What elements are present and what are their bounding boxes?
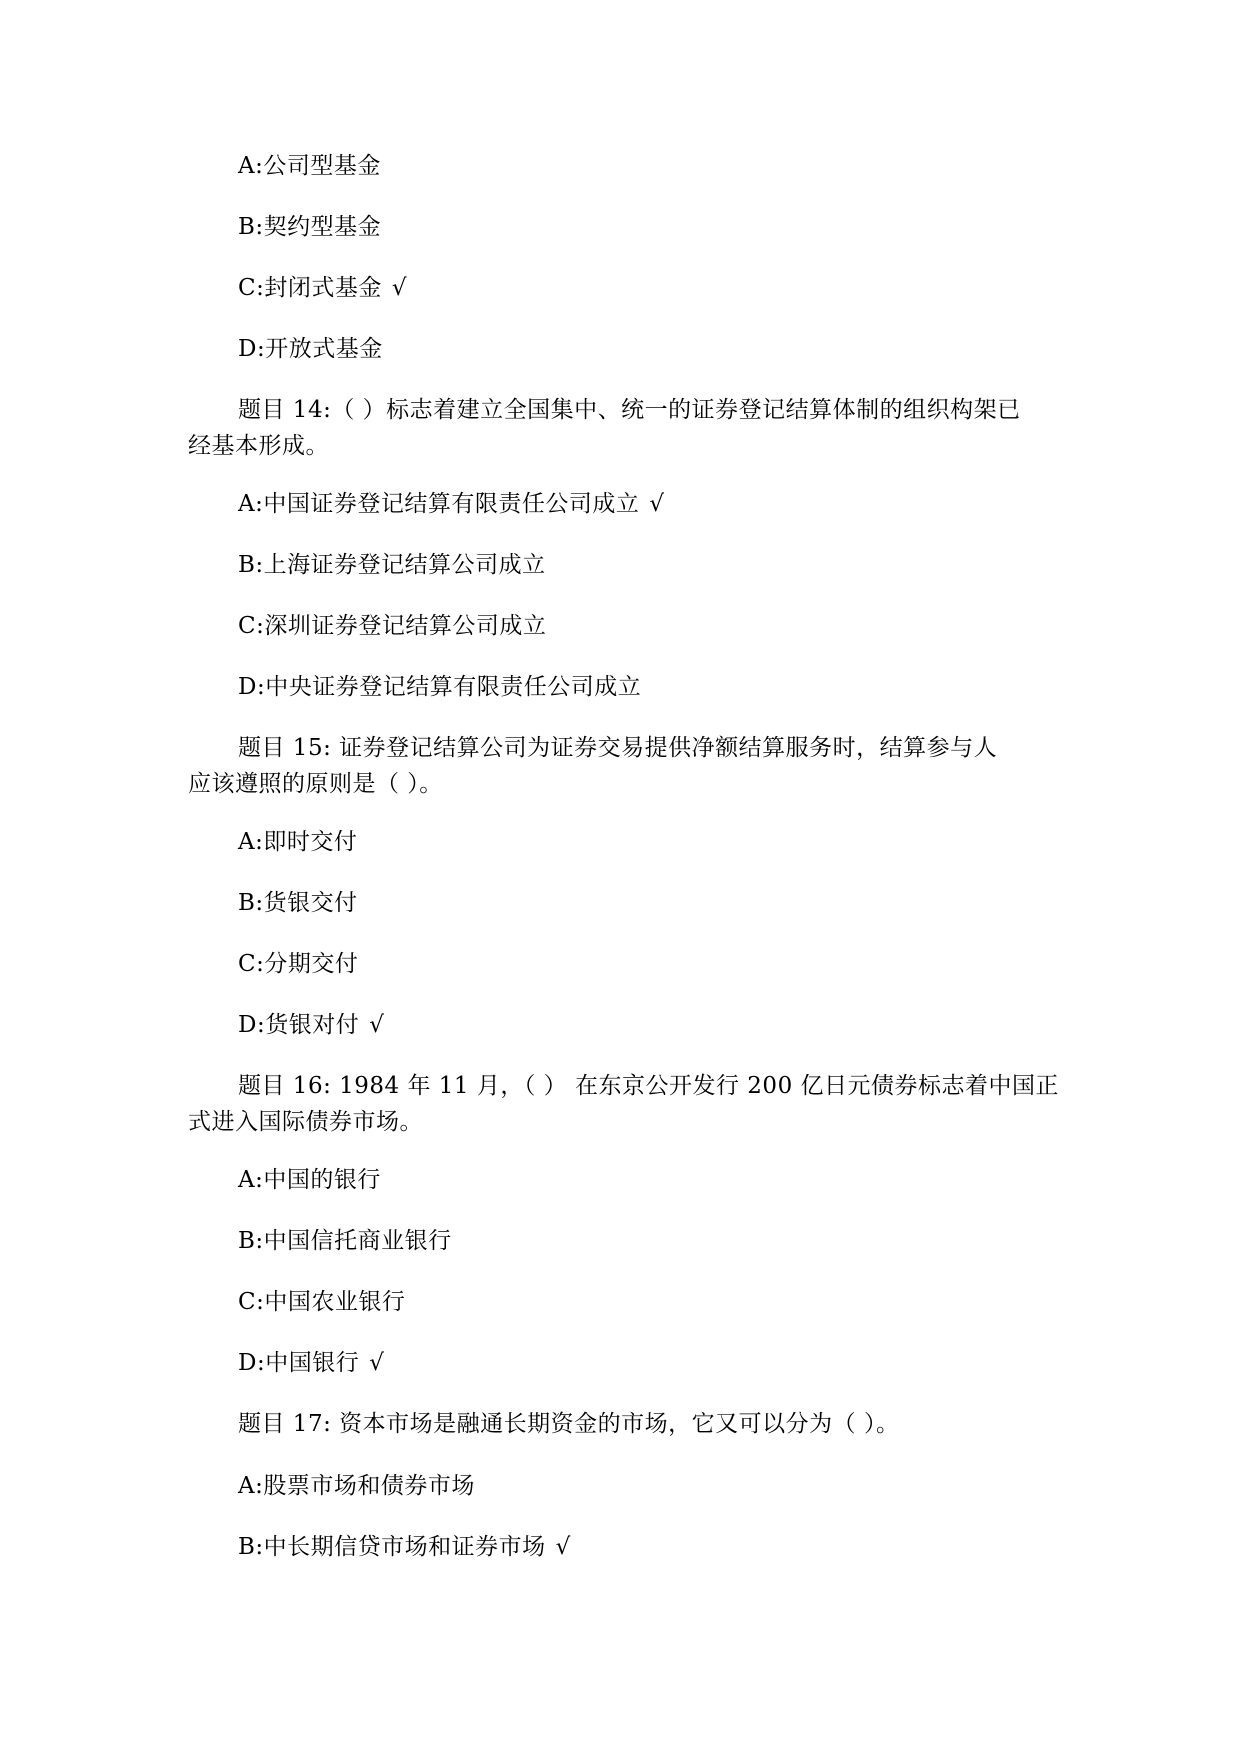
option-text: B:中长期信贷市场和证券市场 — [238, 1534, 546, 1560]
option-a — [238, 826, 367, 858]
correct-mark: √ — [555, 1534, 571, 1560]
option-text: A:股票市场和债券市场 — [238, 1473, 475, 1499]
question-15-line-1: 题目 15: 证券登记结算公司为证券交易提供净额结算服务时，结算参与人 — [238, 735, 998, 761]
option-text: A:中国的银行 — [238, 1167, 381, 1193]
option-d — [238, 1009, 384, 1041]
question-14-line-1: 题目 14:（ ）标志着建立全国集中、统一的证券登记结算体制的组织构架已 — [238, 397, 1021, 423]
question-16-line-1: 题目 16: 1984 年 11 月，（ ） 在东京公开发行 200 亿日元债券标志着中国正 — [238, 1073, 1060, 1099]
option-c — [238, 1286, 415, 1318]
option-b — [238, 211, 391, 243]
option-b — [238, 887, 368, 919]
option-text: C:分期交付 — [238, 951, 359, 977]
option-text: B:上海证券登记结算公司成立 — [238, 552, 546, 578]
correct-mark: √ — [391, 275, 408, 301]
option-d — [238, 1347, 384, 1379]
option-c — [238, 272, 407, 304]
option-b — [238, 1225, 462, 1257]
option-text: C:中国农业银行 — [238, 1289, 406, 1315]
option-text: A:中国证券登记结算有限责任公司成立 — [238, 491, 640, 517]
question-15-line-2: 应该遵照的原则是（ ）。 — [188, 771, 443, 797]
option-b — [238, 549, 556, 581]
option-text: D:开放式基金 — [238, 336, 383, 362]
option-text: B:货银交付 — [238, 890, 358, 916]
option-text: D:中央证券登记结算有限责任公司成立 — [238, 674, 642, 700]
option-text: D:货银对付 — [238, 1012, 360, 1038]
option-a — [238, 1470, 485, 1502]
question-16-line-2: 式进入国际债券市场。 — [188, 1109, 423, 1135]
option-text: A:即时交付 — [238, 829, 358, 855]
option-c — [238, 610, 556, 642]
correct-mark: √ — [369, 1012, 385, 1038]
option-text: D:中国银行 — [238, 1350, 360, 1376]
option-d — [238, 333, 393, 365]
correct-mark: √ — [369, 1350, 385, 1376]
option-text: C:深圳证券登记结算公司成立 — [238, 613, 547, 639]
option-c — [238, 948, 368, 980]
option-text: C:封闭式基金 — [238, 275, 382, 301]
option-d — [238, 671, 651, 703]
option-a — [238, 1164, 391, 1196]
option-text: B:契约型基金 — [238, 214, 382, 240]
option-a — [238, 488, 665, 520]
option-text: A:公司型基金 — [238, 153, 381, 179]
option-b — [238, 1531, 571, 1563]
option-text: B:中国信托商业银行 — [238, 1228, 452, 1254]
option-a — [238, 150, 391, 182]
correct-mark: √ — [649, 491, 665, 517]
question-14-line-2: 经基本形成。 — [188, 433, 329, 459]
question-17-line-1: 题目 17: 资本市场是融通长期资金的市场，它又可以分为（ ）。 — [238, 1411, 900, 1437]
